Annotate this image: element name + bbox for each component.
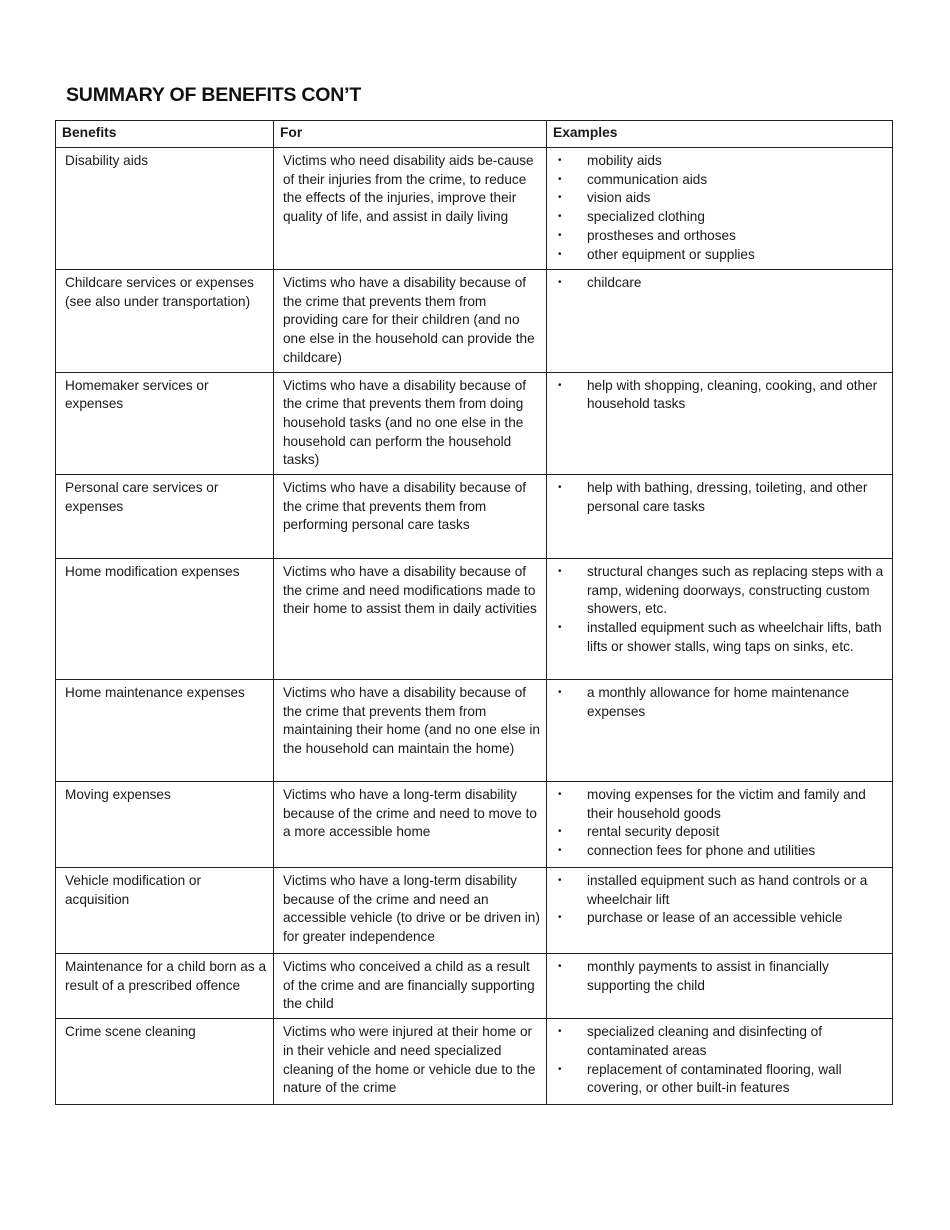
list-item: • vision aids bbox=[556, 189, 886, 208]
for-cell: Victims who conceived a child as a result of the crime and are financially supporting the child bbox=[274, 954, 547, 1019]
examples-cell bbox=[547, 475, 893, 559]
examples-list bbox=[556, 377, 886, 414]
examples-cell bbox=[547, 868, 893, 954]
list-item: • a monthly allowance for home maintenance expenses bbox=[556, 684, 886, 721]
examples-list bbox=[556, 684, 886, 721]
benefit-cell: Homemaker services or expenses bbox=[56, 372, 274, 475]
table-row bbox=[56, 559, 893, 680]
table-row bbox=[56, 372, 893, 475]
column-header-benefits: Benefits bbox=[56, 121, 274, 148]
table-header-row bbox=[56, 121, 893, 148]
for-cell: Victims who have a disability because of the crime that prevents them from doing household tasks (and no one else in the household can perform the household tasks) bbox=[274, 372, 547, 475]
examples-list bbox=[556, 872, 886, 928]
list-item: • installed equipment such as wheelchair lifts, bath lifts or shower stalls, wing taps on sinks, etc. bbox=[556, 619, 886, 656]
benefit-cell: Moving expenses bbox=[56, 782, 274, 868]
list-item: • connection fees for phone and utilities bbox=[556, 842, 886, 861]
for-cell: Victims who have a disability because of the crime that prevents them from performing personal care tasks bbox=[274, 475, 547, 559]
column-header-for: For bbox=[274, 121, 547, 148]
benefit-cell: Maintenance for a child born as a result of a prescribed offence bbox=[56, 954, 274, 1019]
examples-list bbox=[556, 563, 886, 657]
for-cell: Victims who have a long-term disability because of the crime and need to move to a more accessible home bbox=[274, 782, 547, 868]
examples-list bbox=[556, 958, 886, 995]
list-item: • monthly payments to assist in financially supporting the child bbox=[556, 958, 886, 995]
list-item: • communication aids bbox=[556, 171, 886, 190]
column-header-examples: Examples bbox=[547, 121, 893, 148]
table-row bbox=[56, 782, 893, 868]
for-cell: Victims who have a disability because of the crime and need modifications made to their home to assist them in daily activities bbox=[274, 559, 547, 680]
table-row bbox=[56, 954, 893, 1019]
list-item: • specialized cleaning and disinfecting of contaminated areas bbox=[556, 1023, 886, 1060]
table-row bbox=[56, 1019, 893, 1105]
examples-list bbox=[556, 786, 886, 861]
list-item: • structural changes such as replacing steps with a ramp, widening doorways, constructing custom showers, etc. bbox=[556, 563, 886, 619]
examples-list bbox=[556, 152, 886, 264]
list-item: • rental security deposit bbox=[556, 823, 886, 842]
benefit-cell: Personal care services or expenses bbox=[56, 475, 274, 559]
benefits-table bbox=[55, 120, 893, 1105]
list-item: • help with shopping, cleaning, cooking, and other household tasks bbox=[556, 377, 886, 414]
list-item: • childcare bbox=[556, 274, 886, 293]
table-row bbox=[56, 148, 893, 270]
list-item: • installed equipment such as hand controls or a wheelchair lift bbox=[556, 872, 886, 909]
benefit-cell: Childcare services or expenses (see also under transportation) bbox=[56, 270, 274, 373]
benefit-cell: Home maintenance expenses bbox=[56, 680, 274, 782]
examples-list bbox=[556, 1023, 886, 1098]
table-row bbox=[56, 680, 893, 782]
examples-list bbox=[556, 274, 886, 293]
benefit-cell: Home modification expenses bbox=[56, 559, 274, 680]
table-row bbox=[56, 475, 893, 559]
examples-cell bbox=[547, 372, 893, 475]
list-item: • mobility aids bbox=[556, 152, 886, 171]
page-title: SUMMARY OF BENEFITS CON’T bbox=[66, 84, 362, 106]
examples-cell bbox=[547, 1019, 893, 1105]
examples-list bbox=[556, 479, 886, 516]
examples-cell bbox=[547, 782, 893, 868]
list-item: • other equipment or supplies bbox=[556, 246, 886, 265]
for-cell: Victims who have a disability because of the crime that prevents them from providing care for their children (and no one else in the household can provide the childcare) bbox=[274, 270, 547, 373]
benefit-cell: Crime scene cleaning bbox=[56, 1019, 274, 1105]
for-cell: Victims who need disability aids be-cause of their injuries from the crime, to reduce the effects of the injuries, improve their quality of life, and assist in daily living bbox=[274, 148, 547, 270]
for-cell: Victims who have a long-term disability because of the crime and need an accessible vehicle (to drive or be driven in) for greater independence bbox=[274, 868, 547, 954]
examples-cell bbox=[547, 954, 893, 1019]
examples-cell bbox=[547, 148, 893, 270]
list-item: • specialized clothing bbox=[556, 208, 886, 227]
table-row bbox=[56, 270, 893, 373]
list-item: • help with bathing, dressing, toileting, and other personal care tasks bbox=[556, 479, 886, 516]
examples-cell bbox=[547, 270, 893, 373]
benefit-cell: Vehicle modification or acquisition bbox=[56, 868, 274, 954]
table-body bbox=[56, 148, 893, 1105]
for-cell: Victims who were injured at their home or in their vehicle and need specialized cleaning of the home or vehicle due to the nature of the crime bbox=[274, 1019, 547, 1105]
table-row bbox=[56, 868, 893, 954]
list-item: • replacement of contaminated flooring, wall covering, or other built-in features bbox=[556, 1061, 886, 1098]
list-item: • moving expenses for the victim and family and their household goods bbox=[556, 786, 886, 823]
benefit-cell: Disability aids bbox=[56, 148, 274, 270]
for-cell: Victims who have a disability because of the crime that prevents them from maintaining their home (and no one else in the household can maintain the home) bbox=[274, 680, 547, 782]
examples-cell bbox=[547, 680, 893, 782]
examples-cell bbox=[547, 559, 893, 680]
list-item: • purchase or lease of an accessible vehicle bbox=[556, 909, 886, 928]
list-item: • prostheses and orthoses bbox=[556, 227, 886, 246]
